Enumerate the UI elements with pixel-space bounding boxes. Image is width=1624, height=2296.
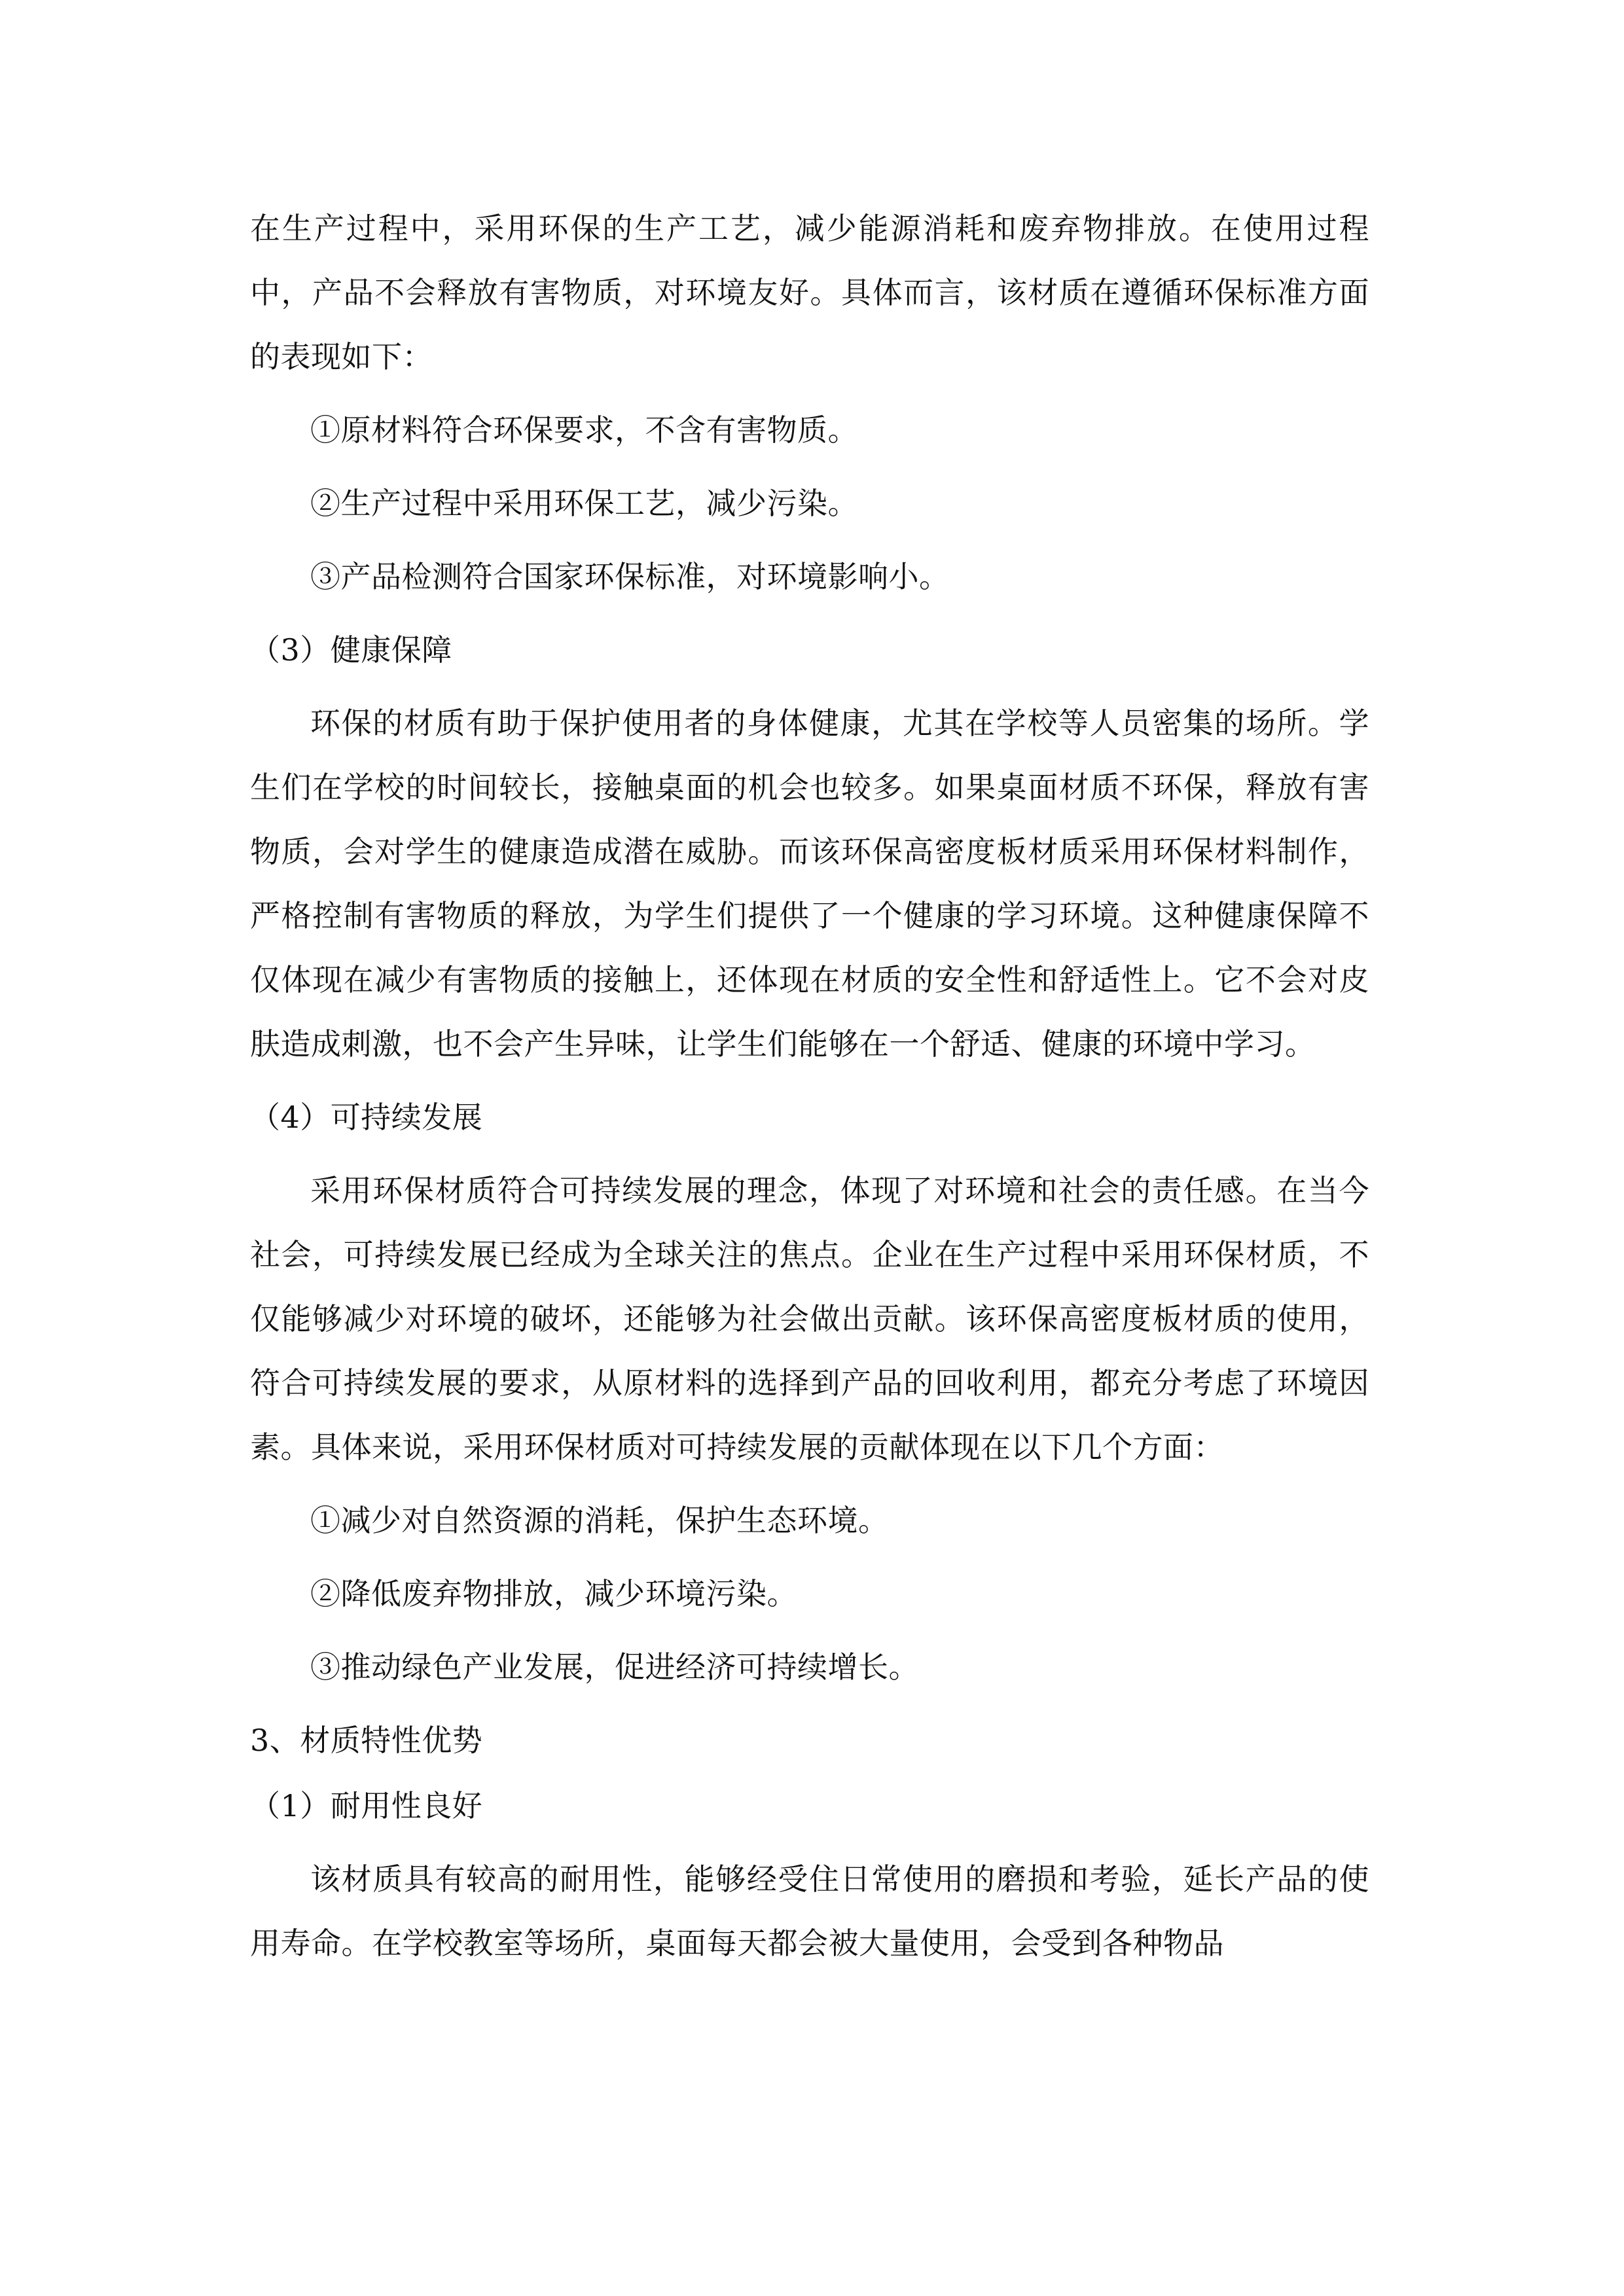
list-item: ①减少对自然资源的消耗，保护生态环境。 <box>310 1503 889 1538</box>
document-body <box>250 196 1369 1984</box>
heading-durability: （1）耐用性良好 <box>250 1788 483 1823</box>
paragraph-eco-process: 在生产过程中，采用环保的生产工艺，减少能源消耗和废弃物排放。在使用过程中，产品不会释放有害物质，对环境友好。具体而言，该材质在遵循环保标准方面的表现如下： <box>250 211 1369 374</box>
paragraph-durability: 该材质具有较高的耐用性，能够经受住日常使用的磨损和考验，延长产品的使用寿命。在学校教室等场所，桌面每天都会被大量使用，会受到各种物品 <box>250 1861 1369 1961</box>
list-item: ③产品检测符合国家环保标准，对环境影响小。 <box>310 559 950 594</box>
paragraph-sustainability: 采用环保材质符合可持续发展的理念，体现了对环境和社会的责任感。在当今社会，可持续发展已经成为全球关注的焦点。企业在生产过程中采用环保材质，不仅能够减少对环境的破坏，还能够为社会做出贡献。该环保高密度板材质的使用，符合可持续发展的要求，从原材料的选择到产品的回收利用，都充分考虑了环境因素。具体来说，采用环保材质对可持续发展的贡献体现在以下几个方面： <box>250 1173 1369 1465</box>
list-item: ①原材料符合环保要求，不含有害物质。 <box>310 412 858 448</box>
paragraph-health: 环保的材质有助于保护使用者的身体健康，尤其在学校等人员密集的场所。学生们在学校的时间较长，接触桌面的机会也较多。如果桌面材质不环保，释放有害物质，会对学生的健康造成潜在威胁。而该环保高密度板材质采用环保材料制作，严格控制有害物质的释放，为学生们提供了一个健康的学习环境。这种健康保障不仅体现在减少有害物质的接触上，还体现在材质的安全性和舒适性上。它不会对皮肤造成刺激，也不会产生异味，让学生们能够在一个舒适、健康的环境中学习。 <box>250 706 1369 1062</box>
list-item: ③推动绿色产业发展，促进经济可持续增长。 <box>310 1649 919 1685</box>
list-item: ②生产过程中采用环保工艺，减少污染。 <box>310 486 858 521</box>
section-heading-material-advantages: 3、材质特性优势 <box>250 1723 483 1758</box>
list-item: ②降低废弃物排放，减少环境污染。 <box>310 1576 797 1611</box>
heading-sustainability: （4）可持续发展 <box>250 1100 483 1135</box>
heading-health: （3）健康保障 <box>250 632 452 668</box>
